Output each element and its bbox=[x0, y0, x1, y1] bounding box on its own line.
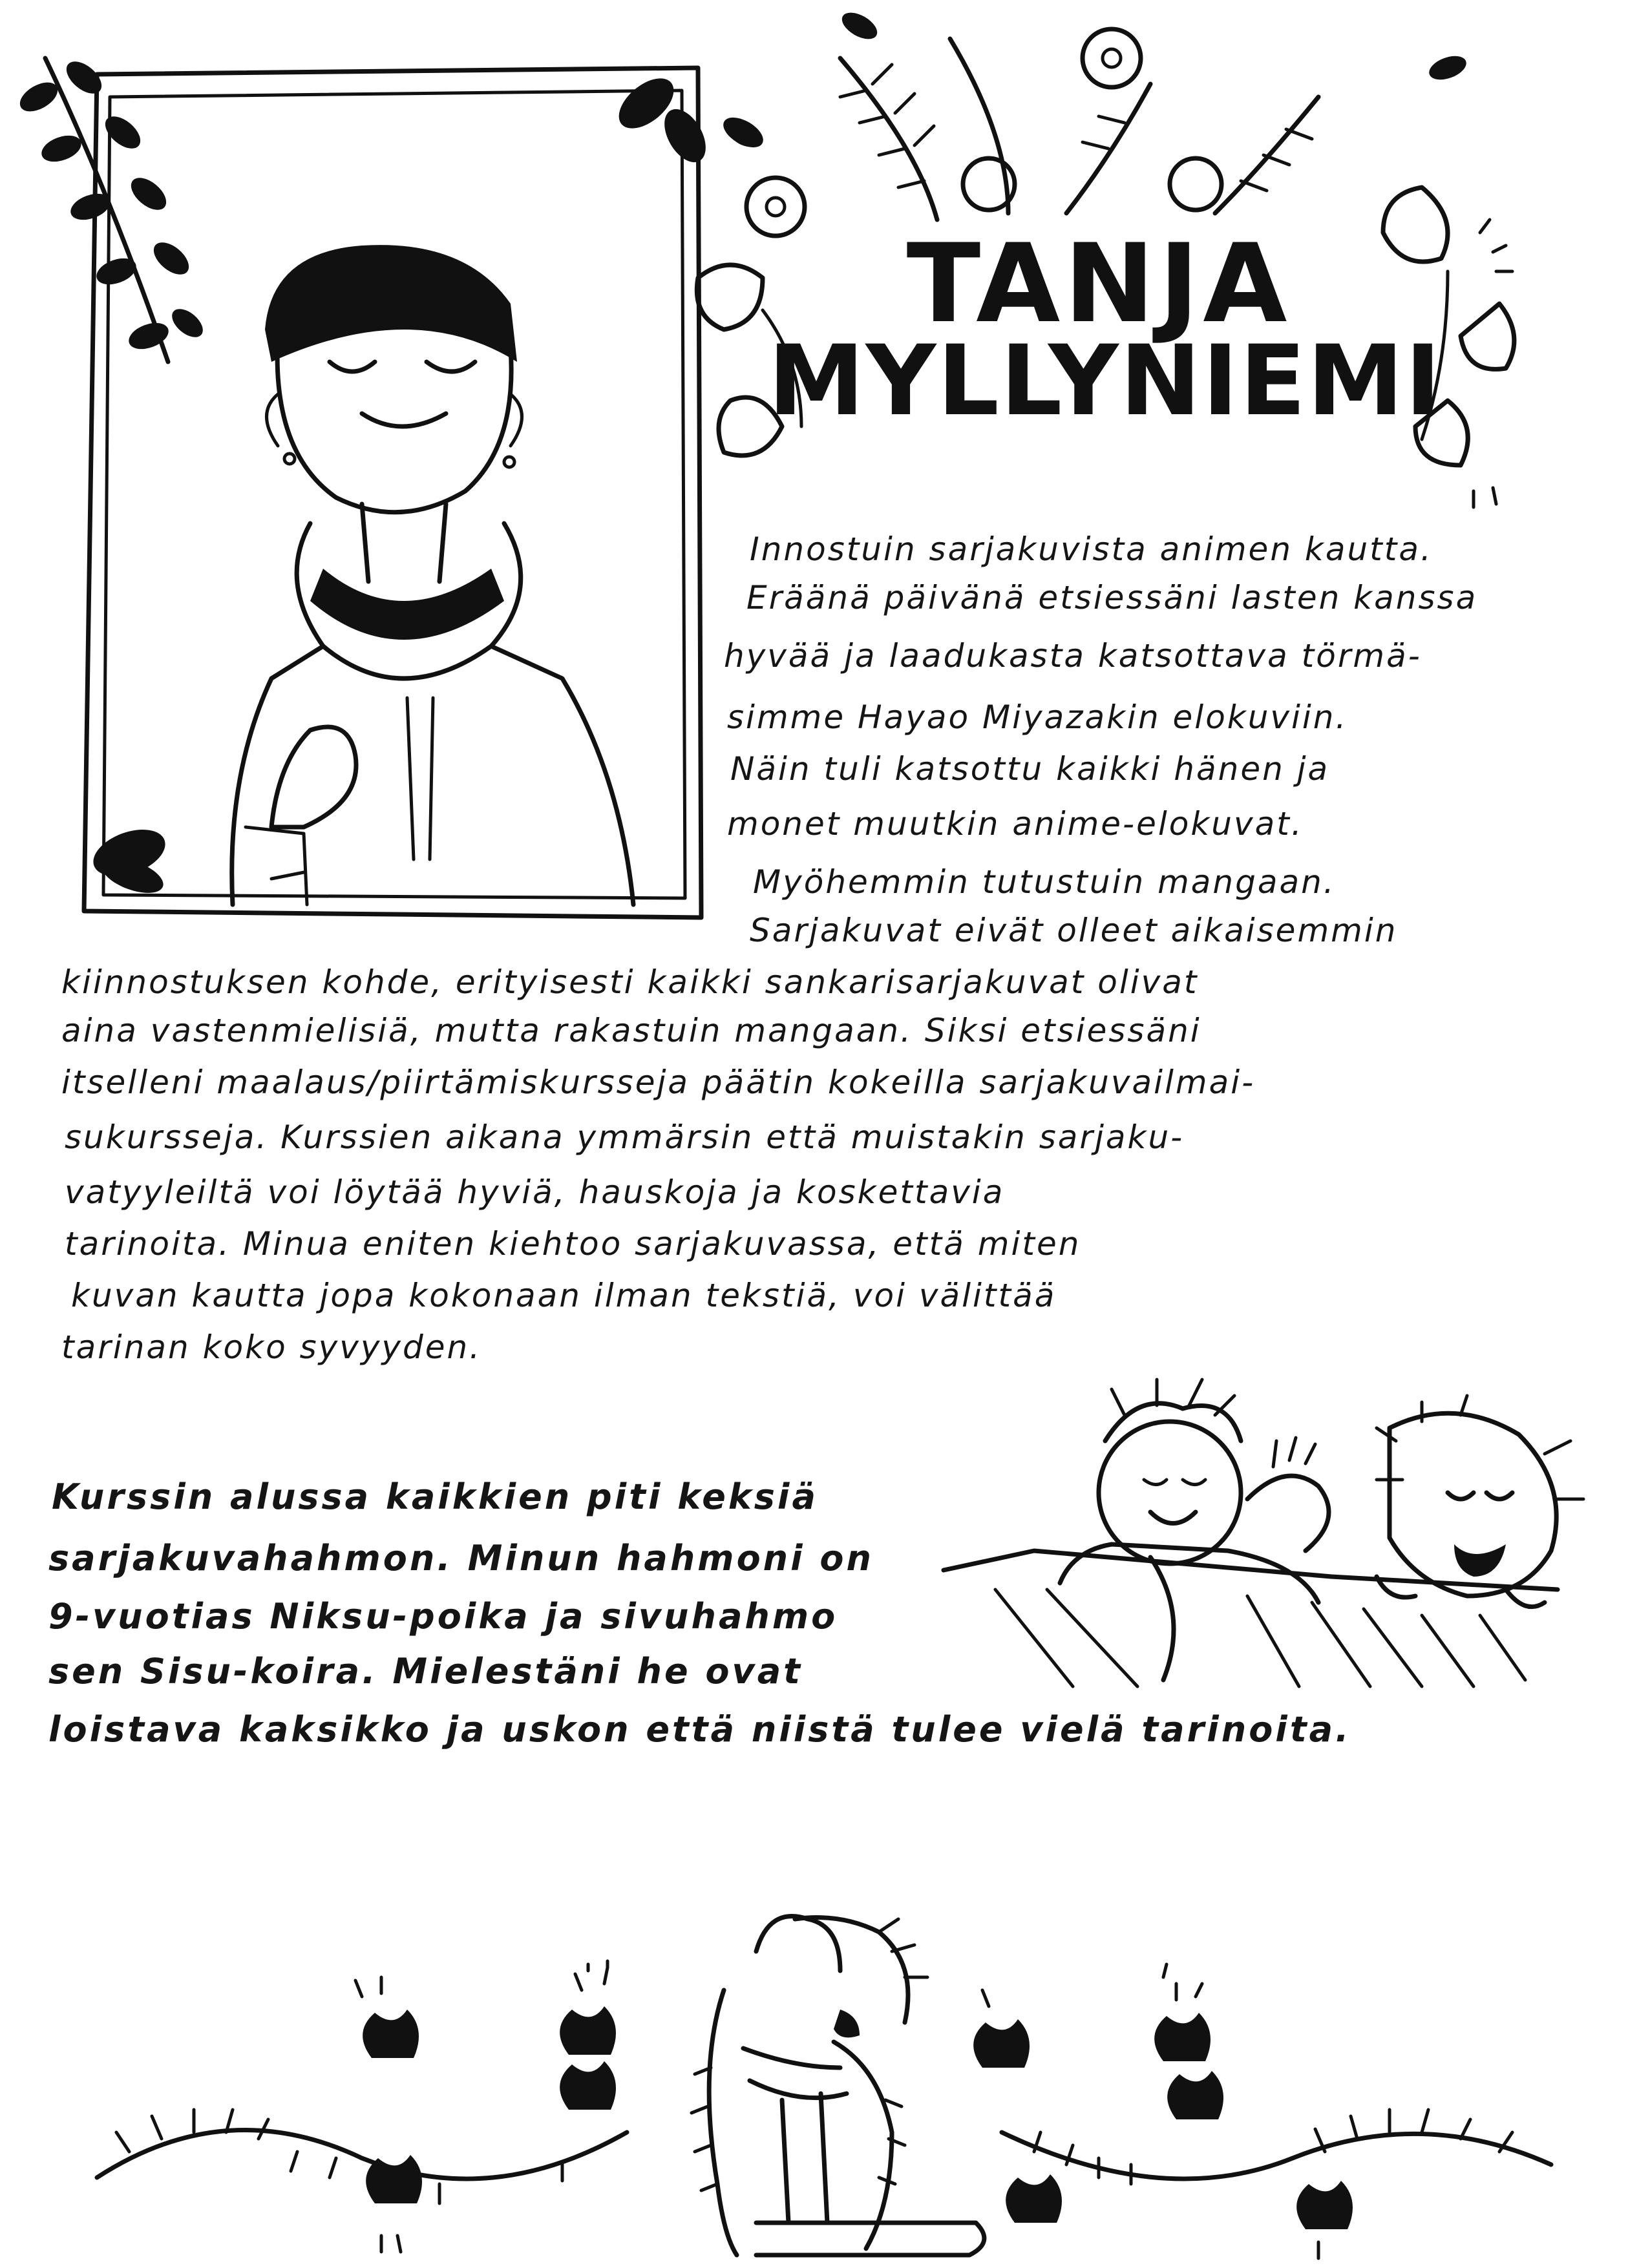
intro-line: kiinnostuksen kohde, erityisesti kaikki sankarisarjakuvat olivat bbox=[61, 963, 1199, 1001]
course-line: Kurssin alussa kaikkien piti keksiä bbox=[52, 1476, 818, 1517]
intro-line: Eräänä päivänä etsiessäni lasten kanssa bbox=[746, 579, 1478, 616]
self-portrait-drawing bbox=[232, 245, 633, 905]
intro-line: hyvää ja laadukasta katsottava törmä- bbox=[724, 637, 1422, 675]
intro-line: aina vastenmielisiä, mutta rakastuin mangaan. Siksi etsiessäni bbox=[61, 1012, 1201, 1049]
intro-line: Sarjakuvat eivät olleet aikaisemmin bbox=[750, 912, 1398, 949]
intro-line: itselleni maalaus/piirtämiskursseja päätin kokeilla sarjakuvailmai- bbox=[61, 1064, 1256, 1101]
leaf-vine-top-left bbox=[15, 56, 768, 900]
flower-vine-decoration bbox=[97, 1961, 1551, 2258]
intro-line: kuvan kautta jopa kokonaan ilman tekstiä, voi välittää bbox=[71, 1277, 1057, 1314]
intro-line: vatyyleiltä voi löytää hyviä, hauskoja ja koskettavia bbox=[65, 1173, 1005, 1211]
boy-hugging-dog-drawing bbox=[692, 1916, 984, 2255]
course-line: sarjakuvahahmon. Minun hahmoni on bbox=[48, 1538, 874, 1579]
title-last-name: MYLLYNIEMI bbox=[768, 325, 1443, 437]
intro-line: Myöhemmin tutustuin mangaan. bbox=[753, 863, 1336, 901]
intro-line: tarinan koko syvyyden. bbox=[61, 1328, 482, 1366]
course-line: 9-vuotias Niksu-poika ja sivuhahmo bbox=[48, 1596, 838, 1637]
intro-line: Näin tuli katsottu kaikki hänen ja bbox=[730, 750, 1330, 788]
intro-line: sukursseja. Kurssien aikana ymmärsin että muistakin sarjaku- bbox=[65, 1118, 1185, 1156]
intro-line: tarinoita. Minua eniten kiehtoo sarjakuvassa, että miten bbox=[65, 1225, 1081, 1263]
course-line: sen Sisu-koira. Mielestäni he ovat bbox=[48, 1651, 803, 1692]
intro-line: monet muutkin anime-elokuvat. bbox=[727, 805, 1304, 843]
title-first-name: TANJA bbox=[906, 220, 1291, 347]
niksu-and-sisu-drawing bbox=[944, 1380, 1583, 1686]
course-line: loistava kaksikko ja uskon että niistä tulee vielä tarinoita. bbox=[48, 1709, 1351, 1750]
portrait-frame bbox=[84, 68, 701, 918]
intro-line: simme Hayao Miyazakin elokuviin. bbox=[727, 698, 1348, 736]
intro-line: Innostuin sarjakuvista animen kautta. bbox=[750, 530, 1433, 568]
